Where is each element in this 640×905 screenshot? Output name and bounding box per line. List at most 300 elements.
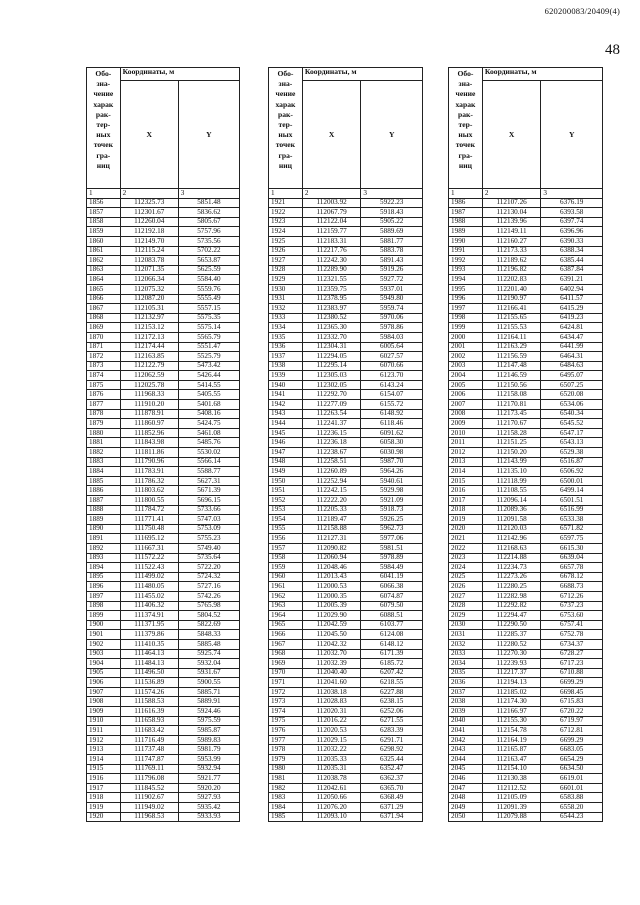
point-number-cell: 2028 bbox=[449, 601, 483, 611]
table-row bbox=[269, 438, 423, 448]
column-index-cell: 1 bbox=[449, 189, 483, 199]
y-coordinate-cell: 5927.72 bbox=[361, 275, 423, 285]
table-row bbox=[87, 361, 240, 371]
point-number-cell: 2046 bbox=[449, 774, 483, 784]
point-number-cell: 1916 bbox=[87, 774, 121, 784]
point-number-cell: 1877 bbox=[87, 400, 121, 410]
point-number-cell: 2000 bbox=[449, 332, 483, 342]
table-row bbox=[269, 467, 423, 477]
y-coordinate-cell: 5671.39 bbox=[178, 486, 239, 496]
x-coordinate-cell: 112038.78 bbox=[302, 774, 361, 784]
y-coordinate-cell: 6091.62 bbox=[361, 428, 423, 438]
table-row bbox=[449, 726, 603, 736]
point-number-cell: 1856 bbox=[87, 198, 121, 208]
point-number-cell: 1926 bbox=[269, 246, 303, 256]
table-row bbox=[87, 687, 240, 697]
y-coordinate-cell: 6376.19 bbox=[541, 198, 603, 208]
x-coordinate-cell: 112076.20 bbox=[302, 803, 361, 813]
coordinates-table-2 bbox=[268, 67, 423, 822]
x-coordinate-cell: 111771.41 bbox=[120, 515, 178, 525]
y-coordinate-cell: 6717.23 bbox=[541, 659, 603, 669]
y-coordinate-cell: 6558.20 bbox=[541, 803, 603, 813]
y-coordinate-cell: 5805.67 bbox=[178, 217, 239, 227]
x-coordinate-cell: 111455.02 bbox=[120, 591, 178, 601]
table-row bbox=[87, 457, 240, 467]
table-row bbox=[269, 419, 423, 429]
y-coordinate-cell: 6088.51 bbox=[361, 611, 423, 621]
point-number-cell: 1909 bbox=[87, 707, 121, 717]
point-number-cell: 1975 bbox=[269, 716, 303, 726]
point-number-cell: 2018 bbox=[449, 505, 483, 515]
table-row bbox=[449, 687, 603, 697]
point-number-cell: 1995 bbox=[449, 284, 483, 294]
y-coordinate-cell: 5405.55 bbox=[178, 390, 239, 400]
point-number-cell: 1925 bbox=[269, 236, 303, 246]
x-coordinate-cell: 112166.97 bbox=[482, 707, 541, 717]
x-coordinate-cell: 112238.67 bbox=[302, 448, 361, 458]
point-number-cell: 1957 bbox=[269, 543, 303, 553]
point-number-cell: 1859 bbox=[87, 227, 121, 237]
table-row bbox=[269, 803, 423, 813]
point-number-cell: 2025 bbox=[449, 572, 483, 582]
x-coordinate-cell: 111783.91 bbox=[120, 467, 178, 477]
point-number-cell: 1901 bbox=[87, 630, 121, 640]
point-number-cell: 1866 bbox=[87, 294, 121, 304]
point-number-cell: 1991 bbox=[449, 246, 483, 256]
x-coordinate-cell: 111588.53 bbox=[120, 697, 178, 707]
point-number-cell: 1929 bbox=[269, 275, 303, 285]
table-row bbox=[87, 371, 240, 381]
table-row bbox=[87, 323, 240, 333]
point-number-cell: 1860 bbox=[87, 236, 121, 246]
y-coordinate-cell: 5555.49 bbox=[178, 294, 239, 304]
x-coordinate-cell: 112066.34 bbox=[120, 275, 178, 285]
y-coordinate-cell: 6058.30 bbox=[361, 438, 423, 448]
x-coordinate-cell: 112194.13 bbox=[482, 678, 541, 688]
table-row bbox=[449, 198, 603, 208]
page-number: 48 bbox=[605, 42, 620, 58]
y-coordinate-cell: 6397.74 bbox=[541, 217, 603, 227]
table-row bbox=[87, 659, 240, 669]
table-row bbox=[87, 611, 240, 621]
table-row bbox=[449, 304, 603, 314]
y-coordinate-cell: 5426.44 bbox=[178, 371, 239, 381]
y-coordinate-cell: 6434.47 bbox=[541, 332, 603, 342]
y-coordinate-cell: 5975.59 bbox=[178, 716, 239, 726]
table-row bbox=[449, 553, 603, 563]
point-number-cell: 1872 bbox=[87, 352, 121, 362]
y-coordinate-cell: 6388.34 bbox=[541, 246, 603, 256]
y-coordinate-cell: 6387.84 bbox=[541, 265, 603, 275]
table-row bbox=[449, 630, 603, 640]
table-row bbox=[449, 639, 603, 649]
point-number-cell: 1984 bbox=[269, 803, 303, 813]
point-number-cell: 1953 bbox=[269, 505, 303, 515]
y-coordinate-cell: 6118.46 bbox=[361, 419, 423, 429]
table-row bbox=[449, 275, 603, 285]
table-row bbox=[269, 457, 423, 467]
x-coordinate-cell: 111683.42 bbox=[120, 726, 178, 736]
y-coordinate-cell: 6500.01 bbox=[541, 476, 603, 486]
x-coordinate-cell: 112048.46 bbox=[302, 563, 361, 573]
x-coordinate-cell: 112305.03 bbox=[302, 371, 361, 381]
table-row bbox=[269, 678, 423, 688]
table-row bbox=[449, 448, 603, 458]
y-coordinate-cell: 6252.06 bbox=[361, 707, 423, 717]
x-coordinate-cell: 112164.19 bbox=[482, 735, 541, 745]
point-number-cell: 1927 bbox=[269, 256, 303, 266]
y-coordinate-cell: 5933.93 bbox=[178, 812, 239, 822]
y-coordinate-cell: 6734.37 bbox=[541, 639, 603, 649]
table-row bbox=[449, 352, 603, 362]
table-row bbox=[87, 553, 240, 563]
x-coordinate-cell: 111484.13 bbox=[120, 659, 178, 669]
column-index-row bbox=[87, 189, 240, 199]
table-row bbox=[269, 323, 423, 333]
y-coordinate-cell: 5584.40 bbox=[178, 275, 239, 285]
x-coordinate-cell: 112163.47 bbox=[482, 755, 541, 765]
x-coordinate-cell: 111784.72 bbox=[120, 505, 178, 515]
table-row bbox=[269, 755, 423, 765]
point-number-cell: 1910 bbox=[87, 716, 121, 726]
x-coordinate-cell: 112359.75 bbox=[302, 284, 361, 294]
x-coordinate-cell: 111852.96 bbox=[120, 428, 178, 438]
table-row bbox=[87, 639, 240, 649]
x-coordinate-cell: 112201.40 bbox=[482, 284, 541, 294]
x-coordinate-cell: 112151.25 bbox=[482, 438, 541, 448]
table-row bbox=[269, 227, 423, 237]
y-coordinate-cell: 5551.47 bbox=[178, 342, 239, 352]
x-coordinate-cell: 112170.81 bbox=[482, 400, 541, 410]
point-number-cell: 1873 bbox=[87, 361, 121, 371]
x-coordinate-cell: 112149.70 bbox=[120, 236, 178, 246]
table-row bbox=[449, 515, 603, 525]
table-row bbox=[449, 764, 603, 774]
point-number-cell: 1983 bbox=[269, 793, 303, 803]
x-coordinate-cell: 112032.22 bbox=[302, 745, 361, 755]
table-row bbox=[269, 649, 423, 659]
y-coordinate-cell: 6516.99 bbox=[541, 505, 603, 515]
point-number-cell: 1966 bbox=[269, 630, 303, 640]
table-row bbox=[87, 649, 240, 659]
x-coordinate-cell: 112091.39 bbox=[482, 803, 541, 813]
point-number-cell: 1982 bbox=[269, 783, 303, 793]
table-row bbox=[449, 774, 603, 784]
table-row bbox=[449, 371, 603, 381]
y-coordinate-cell: 5885.71 bbox=[178, 687, 239, 697]
x-coordinate-cell: 111949.02 bbox=[120, 803, 178, 813]
y-coordinate-cell: 5937.01 bbox=[361, 284, 423, 294]
coordinates-table-1 bbox=[86, 67, 240, 822]
y-coordinate-cell: 6148.12 bbox=[361, 639, 423, 649]
point-number-cell: 1946 bbox=[269, 438, 303, 448]
x-coordinate-cell: 112083.78 bbox=[120, 256, 178, 266]
coordinates-header: Координаты, м bbox=[482, 68, 602, 81]
x-coordinate-cell: 112045.50 bbox=[302, 630, 361, 640]
y-coordinate-cell: 5905.22 bbox=[361, 217, 423, 227]
y-coordinate-cell: 6615.30 bbox=[541, 543, 603, 553]
point-number-cell: 1972 bbox=[269, 687, 303, 697]
y-coordinate-cell: 6298.92 bbox=[361, 745, 423, 755]
x-coordinate-cell: 112159.77 bbox=[302, 227, 361, 237]
table-row bbox=[87, 486, 240, 496]
coordinates-table-3 bbox=[448, 67, 603, 822]
y-column-header: Y bbox=[178, 81, 239, 189]
table-row bbox=[269, 236, 423, 246]
x-coordinate-cell: 111695.12 bbox=[120, 534, 178, 544]
table-row bbox=[269, 505, 423, 515]
table-row bbox=[87, 227, 240, 237]
point-number-cell: 1939 bbox=[269, 371, 303, 381]
x-coordinate-cell: 112154.10 bbox=[482, 764, 541, 774]
y-coordinate-cell: 6495.07 bbox=[541, 371, 603, 381]
x-coordinate-cell: 111878.91 bbox=[120, 409, 178, 419]
column-index-row bbox=[269, 189, 423, 199]
x-coordinate-cell: 112236.18 bbox=[302, 438, 361, 448]
point-number-cell: 1857 bbox=[87, 208, 121, 218]
y-coordinate-cell: 6027.57 bbox=[361, 352, 423, 362]
point-number-cell: 1976 bbox=[269, 726, 303, 736]
table-row bbox=[87, 601, 240, 611]
y-coordinate-cell: 6533.38 bbox=[541, 515, 603, 525]
table-row bbox=[449, 735, 603, 745]
y-coordinate-cell: 5881.77 bbox=[361, 236, 423, 246]
point-number-cell: 1887 bbox=[87, 496, 121, 506]
table-row bbox=[449, 419, 603, 429]
table-row bbox=[87, 716, 240, 726]
x-column-header: X bbox=[120, 81, 178, 189]
x-coordinate-cell: 112150.20 bbox=[482, 448, 541, 458]
x-coordinate-cell: 112295.14 bbox=[302, 361, 361, 371]
x-coordinate-cell: 112378.95 bbox=[302, 294, 361, 304]
x-coordinate-cell: 112130.38 bbox=[482, 774, 541, 784]
y-coordinate-cell: 6639.04 bbox=[541, 553, 603, 563]
x-coordinate-cell: 112067.79 bbox=[302, 208, 361, 218]
y-coordinate-cell: 6699.29 bbox=[541, 735, 603, 745]
x-coordinate-cell: 112042.32 bbox=[302, 639, 361, 649]
point-number-cell: 1973 bbox=[269, 697, 303, 707]
point-number-cell: 2047 bbox=[449, 783, 483, 793]
y-coordinate-cell: 6419.23 bbox=[541, 313, 603, 323]
table-row bbox=[269, 409, 423, 419]
point-number-cell: 1932 bbox=[269, 304, 303, 314]
table-row bbox=[449, 716, 603, 726]
x-coordinate-cell: 112270.30 bbox=[482, 649, 541, 659]
y-coordinate-cell: 6710.88 bbox=[541, 668, 603, 678]
point-number-cell: 1867 bbox=[87, 304, 121, 314]
point-number-cell: 2005 bbox=[449, 380, 483, 390]
y-coordinate-cell: 6103.77 bbox=[361, 620, 423, 630]
point-number-cell: 2010 bbox=[449, 428, 483, 438]
table-row bbox=[269, 217, 423, 227]
table-row bbox=[87, 476, 240, 486]
x-coordinate-cell: 112156.59 bbox=[482, 352, 541, 362]
y-coordinate-cell: 6365.70 bbox=[361, 783, 423, 793]
y-coordinate-cell: 6516.87 bbox=[541, 457, 603, 467]
point-number-cell: 1904 bbox=[87, 659, 121, 669]
point-number-cell: 1922 bbox=[269, 208, 303, 218]
x-coordinate-cell: 112383.97 bbox=[302, 304, 361, 314]
x-coordinate-cell: 111480.05 bbox=[120, 582, 178, 592]
x-coordinate-cell: 112325.73 bbox=[120, 198, 178, 208]
y-coordinate-cell: 6753.60 bbox=[541, 611, 603, 621]
point-number-cell: 1894 bbox=[87, 563, 121, 573]
x-coordinate-cell: 112035.31 bbox=[302, 764, 361, 774]
table-row bbox=[269, 582, 423, 592]
point-number-cell: 1882 bbox=[87, 448, 121, 458]
point-number-cell: 1937 bbox=[269, 352, 303, 362]
x-coordinate-cell: 112294.47 bbox=[482, 611, 541, 621]
table-row bbox=[87, 803, 240, 813]
y-coordinate-cell: 6583.88 bbox=[541, 793, 603, 803]
point-number-cell: 1988 bbox=[449, 217, 483, 227]
table-row bbox=[87, 467, 240, 477]
y-coordinate-cell: 6507.25 bbox=[541, 380, 603, 390]
y-coordinate-cell: 6715.83 bbox=[541, 697, 603, 707]
y-coordinate-cell: 5566.14 bbox=[178, 457, 239, 467]
table-row bbox=[449, 534, 603, 544]
point-number-cell: 1871 bbox=[87, 342, 121, 352]
table-row bbox=[269, 380, 423, 390]
y-coordinate-cell: 5461.08 bbox=[178, 428, 239, 438]
x-coordinate-cell: 112280.25 bbox=[482, 582, 541, 592]
x-coordinate-cell: 111968.53 bbox=[120, 812, 178, 822]
column-index-cell: 3 bbox=[361, 189, 423, 199]
x-column-header: X bbox=[302, 81, 361, 189]
point-number-cell: 1915 bbox=[87, 764, 121, 774]
x-coordinate-cell: 112020.31 bbox=[302, 707, 361, 717]
x-coordinate-cell: 112202.83 bbox=[482, 275, 541, 285]
table-row bbox=[449, 659, 603, 669]
y-coordinate-cell: 6185.72 bbox=[361, 659, 423, 669]
table-row bbox=[87, 294, 240, 304]
table-row bbox=[449, 812, 603, 822]
y-coordinate-cell: 6155.72 bbox=[361, 400, 423, 410]
point-number-cell: 1992 bbox=[449, 256, 483, 266]
point-number-cell: 1951 bbox=[269, 486, 303, 496]
y-coordinate-cell: 5985.87 bbox=[178, 726, 239, 736]
x-coordinate-cell: 112258.51 bbox=[302, 457, 361, 467]
x-coordinate-cell: 112149.11 bbox=[482, 227, 541, 237]
x-coordinate-cell: 112205.33 bbox=[302, 505, 361, 515]
x-coordinate-cell: 112153.12 bbox=[120, 323, 178, 333]
y-coordinate-cell: 6597.75 bbox=[541, 534, 603, 544]
y-coordinate-cell: 5424.75 bbox=[178, 419, 239, 429]
table-row bbox=[449, 620, 603, 630]
x-coordinate-cell: 112332.70 bbox=[302, 332, 361, 342]
y-coordinate-cell: 5925.74 bbox=[178, 649, 239, 659]
x-coordinate-cell: 112003.92 bbox=[302, 198, 361, 208]
table-row bbox=[449, 678, 603, 688]
point-number-cell: 2007 bbox=[449, 400, 483, 410]
y-coordinate-cell: 6171.39 bbox=[361, 649, 423, 659]
table-row bbox=[449, 668, 603, 678]
y-coordinate-cell: 5922.23 bbox=[361, 198, 423, 208]
y-coordinate-cell: 5981.79 bbox=[178, 745, 239, 755]
x-coordinate-cell: 111522.43 bbox=[120, 563, 178, 573]
y-coordinate-cell: 5575.35 bbox=[178, 313, 239, 323]
point-number-cell: 2030 bbox=[449, 620, 483, 630]
point-number-cell: 2022 bbox=[449, 543, 483, 553]
x-coordinate-cell: 111786.32 bbox=[120, 476, 178, 486]
x-coordinate-cell: 111769.11 bbox=[120, 764, 178, 774]
y-coordinate-cell: 6712.26 bbox=[541, 591, 603, 601]
table-row bbox=[87, 265, 240, 275]
x-coordinate-cell: 112120.03 bbox=[482, 524, 541, 534]
table-row bbox=[87, 380, 240, 390]
y-coordinate-cell: 6218.55 bbox=[361, 678, 423, 688]
y-coordinate-cell: 6688.73 bbox=[541, 582, 603, 592]
x-coordinate-cell: 112277.09 bbox=[302, 400, 361, 410]
table-row bbox=[269, 543, 423, 553]
y-coordinate-cell: 6712.81 bbox=[541, 726, 603, 736]
table-row bbox=[449, 217, 603, 227]
table-row bbox=[269, 428, 423, 438]
point-number-cell: 1918 bbox=[87, 793, 121, 803]
x-coordinate-cell: 112260.04 bbox=[120, 217, 178, 227]
table-row bbox=[269, 639, 423, 649]
point-number-cell: 1936 bbox=[269, 342, 303, 352]
y-coordinate-cell: 6066.38 bbox=[361, 582, 423, 592]
x-coordinate-cell: 112147.48 bbox=[482, 361, 541, 371]
y-coordinate-cell: 5889.91 bbox=[178, 697, 239, 707]
x-coordinate-cell: 112217.76 bbox=[302, 246, 361, 256]
point-number-cell: 2009 bbox=[449, 419, 483, 429]
x-coordinate-cell: 112174.44 bbox=[120, 342, 178, 352]
x-coordinate-cell: 112154.78 bbox=[482, 726, 541, 736]
point-number-cell: 2039 bbox=[449, 707, 483, 717]
column-index-row bbox=[449, 189, 603, 199]
x-coordinate-cell: 111371.95 bbox=[120, 620, 178, 630]
x-coordinate-cell: 112118.99 bbox=[482, 476, 541, 486]
table-row bbox=[269, 601, 423, 611]
y-coordinate-cell: 5919.26 bbox=[361, 265, 423, 275]
y-coordinate-cell: 6545.52 bbox=[541, 419, 603, 429]
x-coordinate-cell: 112174.30 bbox=[482, 697, 541, 707]
x-coordinate-cell: 112071.35 bbox=[120, 265, 178, 275]
x-coordinate-cell: 112139.96 bbox=[482, 217, 541, 227]
point-number-cell: 2032 bbox=[449, 639, 483, 649]
x-coordinate-cell: 112304.31 bbox=[302, 342, 361, 352]
x-coordinate-cell: 112112.52 bbox=[482, 783, 541, 793]
table-row bbox=[269, 448, 423, 458]
x-coordinate-cell: 112242.30 bbox=[302, 256, 361, 266]
point-number-cell: 1952 bbox=[269, 496, 303, 506]
table-row bbox=[269, 400, 423, 410]
point-number-cell: 1978 bbox=[269, 745, 303, 755]
x-coordinate-cell: 111379.86 bbox=[120, 630, 178, 640]
point-number-cell: 2002 bbox=[449, 352, 483, 362]
y-coordinate-cell: 6547.17 bbox=[541, 428, 603, 438]
x-coordinate-cell: 112040.40 bbox=[302, 668, 361, 678]
table-row bbox=[87, 572, 240, 582]
y-coordinate-cell: 5851.48 bbox=[178, 198, 239, 208]
table-row bbox=[269, 361, 423, 371]
y-coordinate-cell: 5653.87 bbox=[178, 256, 239, 266]
x-coordinate-cell: 111811.86 bbox=[120, 448, 178, 458]
table-row bbox=[449, 572, 603, 582]
x-coordinate-cell: 112160.27 bbox=[482, 236, 541, 246]
x-coordinate-cell: 112158.28 bbox=[482, 428, 541, 438]
table-row bbox=[87, 668, 240, 678]
table-row bbox=[87, 409, 240, 419]
point-number-cell: 2006 bbox=[449, 390, 483, 400]
point-number-cell: 2014 bbox=[449, 467, 483, 477]
x-coordinate-cell: 112090.82 bbox=[302, 543, 361, 553]
y-coordinate-cell: 5918.43 bbox=[361, 208, 423, 218]
y-coordinate-cell: 6143.24 bbox=[361, 380, 423, 390]
y-coordinate-cell: 6041.19 bbox=[361, 572, 423, 582]
